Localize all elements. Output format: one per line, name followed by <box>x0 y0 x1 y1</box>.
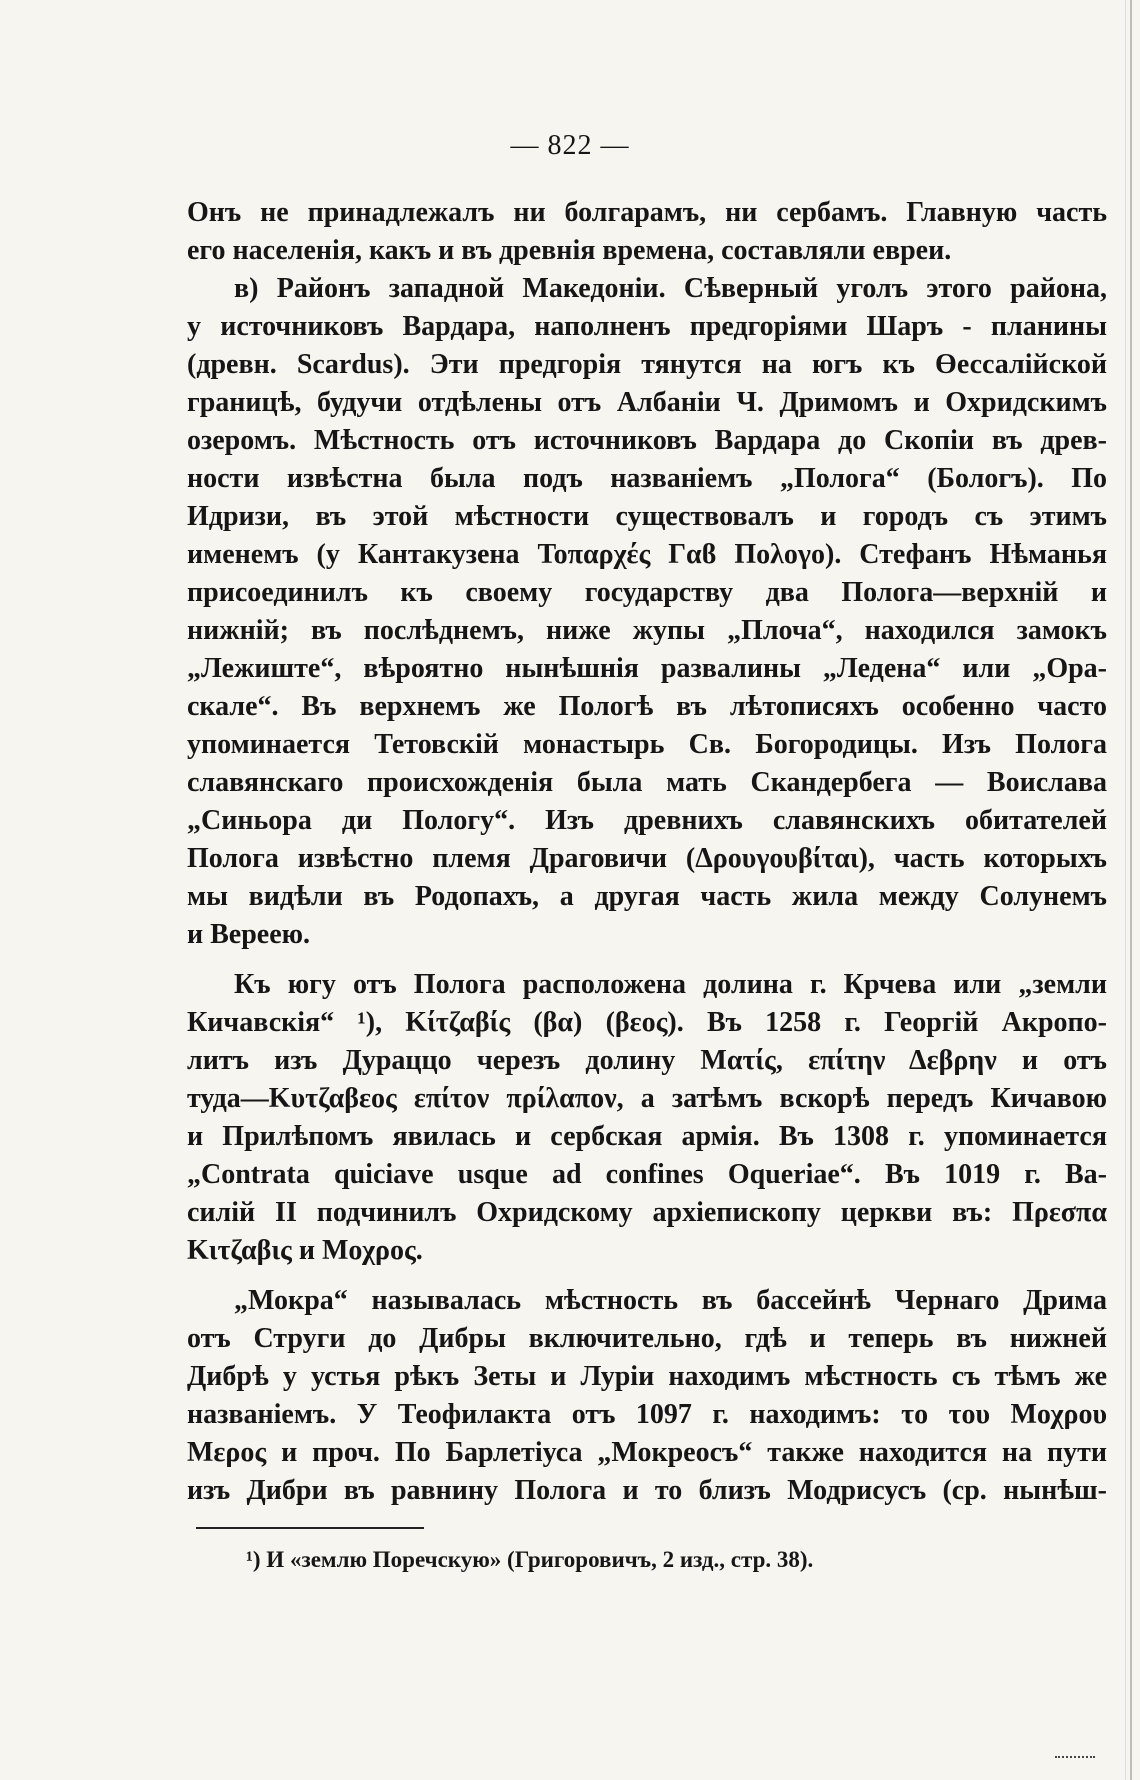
footnote: ¹) И «землю Поречскую» (Григоровичъ, 2 изд., стр. 38). <box>246 1547 814 1572</box>
paragraph <box>187 270 1107 954</box>
paragraph <box>187 966 1107 1270</box>
text-line: (древн. Scardus). Эти предгорія тянутся на югъ къ Өессалійской <box>187 349 1107 380</box>
text-line: и Вереею. <box>187 919 311 950</box>
text-line: „Contrata quiciave usque ad confines Oqueriae“. Въ 1019 г. Ва- <box>187 1159 1107 1190</box>
text-line: упоминается Тетовскій монастырь Св. Богородицы. Изъ Полога <box>187 729 1107 760</box>
text-line: ности извѣстна была подъ названіемъ „Полога“ (Бологъ). По <box>187 463 1107 494</box>
text-line: „Мокра“ называлась мѣстность въ бассейнѣ Чернаго Дрима <box>234 1285 1107 1316</box>
body-text <box>187 194 1107 1510</box>
text-line: силій II подчинилъ Охридскому архіепископу церкви въ: Πρεσπα <box>187 1197 1107 1228</box>
text-line: туда—Κυτζαβεος επίτον πρίλαπον, а затѣмъ вскорѣ передъ Кичавою <box>187 1083 1107 1114</box>
text-line: мы видѣли въ Родопахъ, а другая часть жила между Солунемъ <box>187 881 1107 912</box>
text-line: Полога извѣстно племя Драговичи (Δρουγουβίται), часть которыхъ <box>187 843 1107 874</box>
scan-artifact-mark <box>1055 1752 1095 1758</box>
text-line: Кичавскія“ ¹), Κίτζαβίς (βα) (βεος). Въ 1258 г. Георгій Акропо- <box>187 1007 1107 1038</box>
text-line: в) Районъ западной Македоніи. Сѣверный уголъ этого района, <box>234 273 1107 304</box>
text-line: изъ Дибри въ равнину Полога и то близъ Модрисусъ (ср. нынѣш- <box>187 1475 1107 1506</box>
paragraph <box>187 1282 1107 1510</box>
text-line: Идризи, въ этой мѣстности существовалъ и городъ съ этимъ <box>187 501 1107 532</box>
paragraph <box>187 194 1107 270</box>
text-line: у источниковъ Вардара, наполненъ предгоріями Шаръ - планины <box>187 311 1107 342</box>
text-line: Μερος и проч. По Барлетіуса „Мокреосъ“ также находится на пути <box>187 1437 1107 1468</box>
text-line: озеромъ. Мѣстность отъ источниковъ Вардара до Скопіи въ древ- <box>187 425 1107 456</box>
page-edge-shadow <box>1125 0 1126 1780</box>
page-edge-line <box>1130 0 1132 1780</box>
text-line: и Прилѣпомъ явилась и сербская армія. Въ 1308 г. упоминается <box>187 1121 1107 1152</box>
text-line: присоединилъ къ своему государству два Полога—верхній и <box>187 577 1107 608</box>
text-line: Κιτζαβις и Μοχρος. <box>187 1235 423 1266</box>
text-line: его населенія, какъ и въ древнія времена, составляли евреи. <box>187 235 952 266</box>
text-line: именемъ (у Кантакузена Τοπαρχές Γαϐ Πολογο). Стефанъ Нѣманья <box>187 539 1107 570</box>
text-line: Къ югу отъ Полога расположена долина г. Крчева или „земли <box>234 969 1107 1000</box>
text-line: „Синьора ди Пологу“. Изъ древнихъ славянскихъ обитателей <box>187 805 1107 836</box>
text-line: скале“. Въ верхнемъ же Пологѣ въ лѣтописяхъ особенно часто <box>187 691 1107 722</box>
text-line: названіемъ. У Теофилакта отъ 1097 г. находимъ: το του Μοχρου <box>187 1399 1107 1430</box>
text-line: „Лежиште“, вѣроятно нынѣшнія развалины „Ледена“ или „Ора- <box>187 653 1107 684</box>
footnote-divider <box>196 1527 424 1529</box>
text-line: границѣ, будучи отдѣлены отъ Албаніи Ч. Дримомъ и Охридскимъ <box>187 387 1107 418</box>
text-line: отъ Струги до Дибры включительно, гдѣ и теперь въ нижней <box>187 1323 1107 1354</box>
text-line: Дибрѣ у устья рѣкъ Зеты и Луріи находимъ мѣстность съ тѣмъ же <box>187 1361 1107 1392</box>
text-line: литъ изъ Дураццо черезъ долину Ματίς, επίτην Δεβρην и отъ <box>187 1045 1107 1076</box>
text-line: нижній; въ послѣднемъ, ниже жупы „Плоча“, находился замокъ <box>187 615 1107 646</box>
page-number: — 822 — <box>510 130 630 161</box>
text-line: Онъ не принадлежалъ ни болгарамъ, ни сербамъ. Главную часть <box>187 197 1107 228</box>
text-line: славянскаго происхожденія была мать Скандербега — Воислава <box>187 767 1107 798</box>
